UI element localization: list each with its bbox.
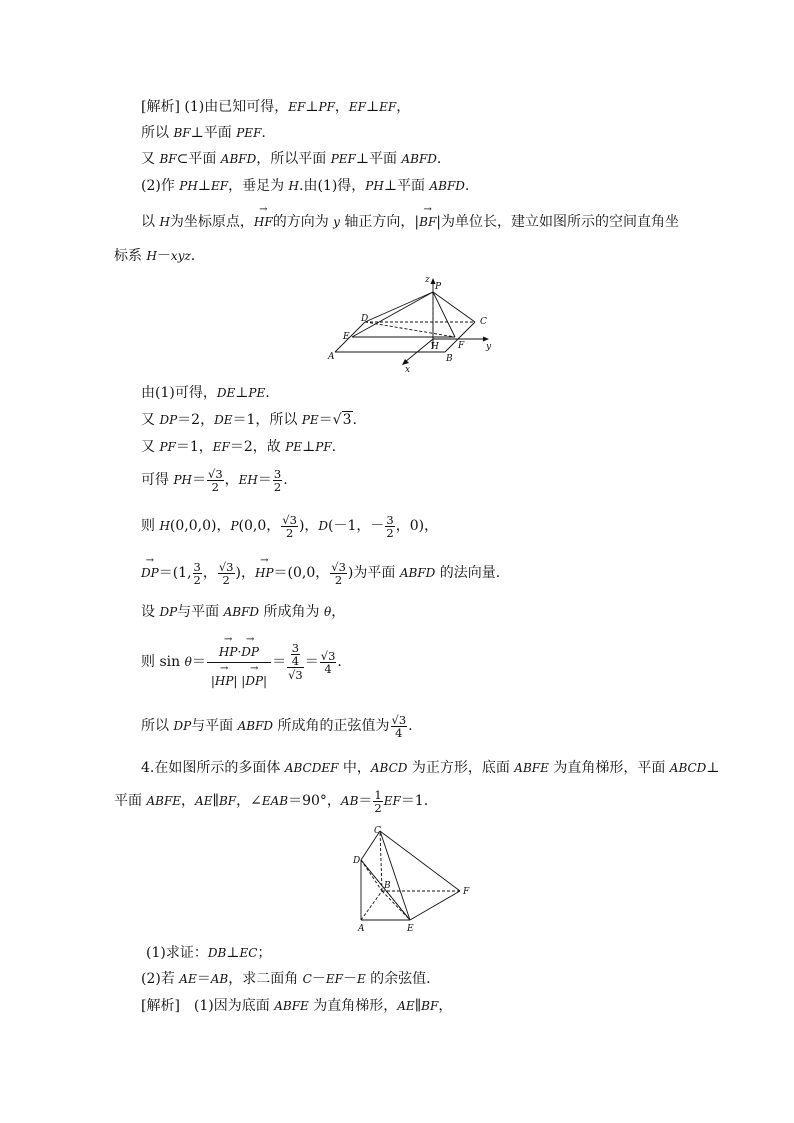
math: H [159,215,170,229]
fraction [373,789,382,814]
text: ⊥平面 [190,125,237,141]
math: PEF [236,126,262,140]
fraction [291,642,300,667]
text: ＝ [191,654,206,670]
fig-label: B [384,881,391,891]
text: ⊥ [305,99,319,115]
fig-label: E [407,924,414,934]
edge-cf [380,831,460,891]
text: . [464,178,470,194]
math: PE [285,440,303,454]
text: ＝ [358,793,373,809]
math: PE [301,413,319,427]
text: ⊥ [235,385,249,401]
sqrt: √3 [332,412,352,428]
text: 与平面 [191,718,238,734]
text-line [141,213,679,231]
numerator: 3 [193,559,201,574]
text: ， [224,472,239,488]
text: . [283,472,288,488]
text: 的余弦值. [365,971,431,987]
text: [解析] (1)因为底面 [141,998,275,1014]
numerator: 1 [374,787,382,802]
math: y [333,215,340,229]
text: ， [334,99,349,115]
edge-pf [433,292,455,337]
text: . [265,385,270,401]
denominator: 4 [395,725,403,740]
text: . [337,654,342,670]
text-line [141,98,410,116]
text: ， [181,793,196,809]
math: PE [248,386,266,400]
math: EF [212,440,230,454]
math: PEF [330,152,356,166]
text-line [141,603,345,621]
text: )为平面 [347,565,400,581]
math: EF [379,100,397,114]
edge-ab [361,891,382,920]
math: DE [214,413,233,427]
text-line [141,438,336,456]
text: (1)求证： [146,945,208,961]
text: 平面 [114,793,147,809]
fig-label: C [480,317,487,327]
text: . [190,248,196,264]
text: ， [396,99,411,115]
text: 则 [141,518,160,534]
text: (2)作 [141,178,180,194]
math: EF [325,972,343,986]
text: 为直角梯形， [308,998,398,1014]
denominator: 2 [193,572,201,587]
fraction [330,561,347,586]
math: PH [173,473,192,487]
text-line [141,997,452,1015]
math: AB [340,794,359,808]
text: ＝ [318,412,333,428]
math: EAB [261,794,289,808]
text: 设 [141,604,160,620]
denominator: 2 [211,479,219,494]
denominator: 2 [386,525,394,540]
text: 轴正方向，| [339,214,420,230]
text: ∥ [212,793,219,809]
fraction [287,642,304,682]
text: 所以 [141,125,174,141]
text-line [141,759,719,777]
text-line [141,560,500,586]
vector: → HP [215,673,234,689]
denominator: 2 [334,572,343,587]
dot: · [237,644,242,659]
math: ABFD [223,605,260,619]
math: AE [397,999,415,1013]
radicand: 3 [342,412,352,428]
text: ⊥ [302,439,316,455]
math: θ [184,655,192,669]
fig-label: D [353,856,361,866]
fraction [218,561,235,586]
edge-pd [365,292,433,322]
math: DB [207,946,227,960]
math: AE [195,794,213,808]
text: ， [202,565,217,581]
math: EH [238,473,258,487]
text-line [141,513,438,539]
fig-label: C [374,826,381,836]
text-line [114,788,428,814]
text-line [141,124,266,142]
denominator: 4 [324,661,332,676]
math: ABFE [146,794,182,808]
fraction [193,561,202,586]
vector: → HP [219,644,238,660]
vector: → HF [254,213,273,231]
text: |为单位长，建立如图所示的空间直角坐 [436,214,679,230]
edge-ce [380,831,410,920]
fraction [320,650,337,675]
math: AE [179,972,197,986]
math: EF [348,100,366,114]
vector: → DP [241,644,259,660]
fig-label: P [435,282,442,292]
text: ⊥ [226,945,240,961]
text-line [146,944,271,962]
edge-be [382,891,410,920]
text: . [261,125,266,141]
math: BF [173,126,191,140]
edge-pc [433,292,475,322]
text: ⊥ [197,178,211,194]
text: 又 [141,439,160,455]
fraction [207,468,224,493]
text: － [342,971,357,987]
text: 中， [338,760,371,776]
text: － [311,971,326,987]
text: ，所以平面 [256,151,331,167]
text: ＝2，故 [229,439,286,455]
text: (2)若 [141,971,180,987]
math: H [288,179,300,193]
math: H [146,249,157,263]
text-line [141,384,270,402]
math: EF [211,179,229,193]
text: )， [298,518,319,534]
edge-ef [410,891,460,920]
text-line [141,411,357,429]
text: 又 [141,151,160,167]
math: C [302,972,312,986]
text: ， [438,998,453,1014]
math: ABCD [370,761,408,775]
fig-label: z [425,275,430,285]
math: ABFD [401,152,437,166]
numerator [287,642,304,668]
jiexi-label: [解析] [141,99,180,115]
math: BF [218,794,237,808]
math: AB [210,972,229,986]
text: － [156,248,171,264]
fig-label: F [458,341,465,351]
numerator [207,636,271,663]
text: ＝ [304,654,319,670]
math: ABFE [274,999,309,1013]
text: ＝1，所以 [232,412,302,428]
math: θ [323,605,332,619]
text: ＝(0,0， [273,565,330,581]
text: 的法向量. [435,565,501,581]
math: ABCD [669,761,707,775]
text: . [352,412,357,428]
math: ABFD [429,179,465,193]
math: PF [159,440,176,454]
text: ⊂平面 [176,151,221,167]
math: ABFE [514,761,549,775]
text: (－1，－ [328,518,385,534]
math: H [159,519,170,533]
numerator: √3 [282,512,297,527]
fraction [281,514,298,539]
y-arrow [483,337,489,342]
text: ⊥平面 [355,151,402,167]
text-line [141,467,288,493]
math: BF [159,152,177,166]
denominator: 2 [222,572,230,587]
fig-label: E [343,332,350,342]
text: . [436,151,442,167]
fig-label: A [328,352,335,362]
text: ⊥ [706,760,720,776]
text: 4.在如图所示的多面体 [141,760,285,776]
text: ＝ [272,654,287,670]
fig-label: A [358,924,365,934]
numerator: √3 [208,466,223,481]
fraction [207,636,271,689]
fig-label: F [463,887,470,897]
text: ＝(1, [158,565,192,581]
text: ＝ [257,472,272,488]
text: 则 sin [141,654,185,670]
math: PH [179,179,198,193]
denominator: √3 [288,668,303,682]
text: 以 [141,214,160,230]
math: PF [315,440,332,454]
text: 为直角梯形，平面 [548,760,670,776]
numerator: √3 [218,559,234,574]
fraction [385,514,394,539]
math: DE [216,386,236,400]
fig-label: D [361,314,369,324]
vector: → DP [245,673,263,689]
math: ABCDEF [284,761,339,775]
x-axis [405,339,433,362]
text: .由(1)得， [299,178,366,194]
numerator: √3 [320,648,336,663]
text: ＝1. [400,793,429,809]
text: (0,0,0)， [169,518,231,534]
text: ，垂足为 [228,178,289,194]
fig-label: y [486,342,492,352]
fig-label: x [405,365,411,375]
fig-label: H [431,342,439,352]
text: ＝ [192,472,206,488]
numerator: 3 [386,512,394,527]
edge-df [365,322,455,337]
text: ⊥ [366,99,380,115]
text: ，求二面角 [228,971,303,987]
text-line [141,970,431,988]
text: 为正方形，底面 [407,760,515,776]
math: ABFD [399,566,436,580]
text: (0,0， [238,518,281,534]
math: EC [239,946,258,960]
text: 所成角的正弦值为 [273,718,390,734]
math: P [230,519,239,533]
fraction [391,714,408,739]
text: 所以 [141,718,174,734]
text: ＝90°， [288,793,341,809]
text: (1)由已知可得， [184,99,289,115]
text: . [408,718,413,734]
fig-label: B [446,354,453,364]
text: )， [235,565,255,581]
text: 所成角为 [259,604,324,620]
denominator: 2 [374,800,382,815]
text: ⊥平面 [383,178,430,194]
text: 为坐标原点， [169,214,254,230]
math: ABFD [237,719,274,733]
vector: → DP [141,560,159,586]
numerator: √3 [391,712,407,727]
text: ， [331,604,346,620]
math: BF [421,999,439,1013]
text: 又 [141,412,160,428]
text: ，∠ [236,793,262,809]
math: DP [159,413,178,427]
text: ∥ [414,998,422,1014]
denominator: 2 [273,479,282,494]
text-line [114,247,195,265]
text: ＝2， [177,412,215,428]
denominator: |→ HP| |→ DP| [207,663,271,689]
math: PH [365,179,384,193]
math: xyz [170,249,191,263]
text: ，0)， [395,518,439,534]
text: ； [257,945,272,961]
text-line [141,632,342,692]
denominator: 4 [291,654,300,668]
math: ABFD [220,152,257,166]
text-line [141,177,469,195]
text-line [141,713,413,739]
text: 的方向为 [272,214,334,230]
text: . [331,439,337,455]
math: E [356,972,366,986]
math: EF [288,100,306,114]
edge-bc [380,831,382,891]
text: ＝1， [175,439,213,455]
math: PF [318,100,335,114]
coordinate-figure [325,270,495,375]
polyhedron-figure [350,825,475,935]
fraction [273,468,282,493]
numerator: 3 [273,466,282,481]
vector: → BF [419,213,436,231]
vector: → HP [255,560,274,586]
math: DP [173,719,192,733]
numerator: √3 [331,559,346,574]
edge-db [361,860,382,891]
text: 由(1)可得， [141,385,217,401]
math: EF [383,794,401,808]
text-line [141,150,441,168]
text: 与平面 [177,604,224,620]
math: D [318,519,329,533]
text: ＝ [196,971,211,987]
numerator: 3 [291,641,300,655]
denominator: 2 [285,525,294,540]
text: 可得 [141,472,174,488]
text: 标系 [114,248,147,264]
math: DP [159,605,178,619]
